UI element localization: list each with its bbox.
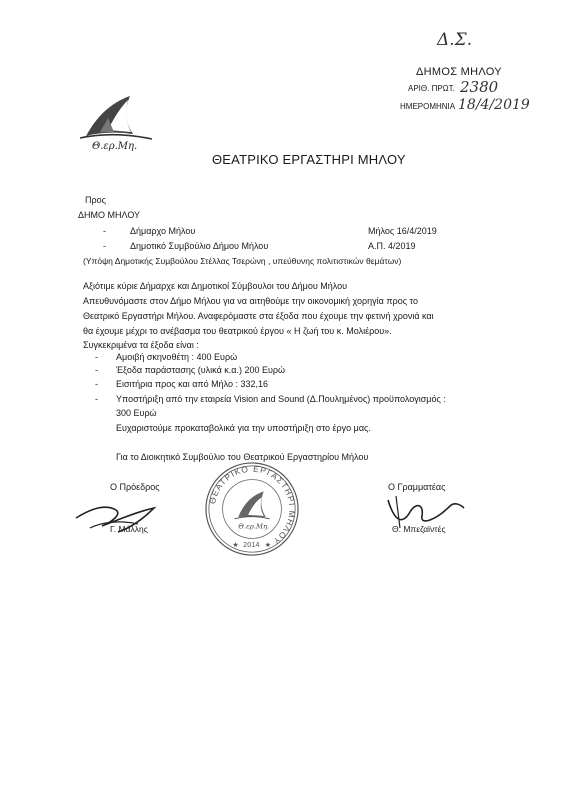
recipient-mayor: Δήμαρχο Μήλου (130, 226, 196, 236)
stamp-protocol-label: ΑΡΙΘ. ΠΡΩΤ. (408, 84, 455, 93)
closing-line: Για το Διοικητικό Συμβούλιο του Θεατρικού Εργαστηρίου Μήλου (116, 452, 369, 462)
body-line: Θεατρικό Εργαστήρι Μήλου. Αναφερόμαστε στα έξοδα που έχουμε την φετινή χρονιά και (83, 311, 434, 321)
recipient-council: Δημοτικό Συμβούλιο Δήμου Μήλου (130, 241, 269, 251)
president-name: Γ. Μάλλης (110, 524, 148, 534)
attention-line: (Υπόψη Δημοτικής Συμβούλου Στέλλας Τσερώνη , υπεύθυνης πολιτιστικών θεμάτων) (83, 256, 402, 266)
stamp-date-label: ΗΜΕΡΟΜΗΝΙΑ (400, 102, 456, 111)
president-title: Ο Πρόεδρος (110, 482, 160, 492)
to-label: Προς (85, 195, 106, 205)
seal-year: 2014 (243, 540, 260, 550)
seal-center-text: Θ.ερ.Μη. (238, 522, 270, 531)
reference-number: Α.Π. 4/2019 (368, 241, 416, 251)
secretary-title: Ο Γραμματέας (388, 482, 446, 492)
thanks-line: Ευχαριστούμε προκαταβολικά για την υποστήριξη στο έργο μας. (116, 423, 371, 433)
place-date: Μήλος 16/4/2019 (368, 226, 437, 236)
expense-bullet: - (95, 352, 98, 362)
stamp-date: 18/4/2019 (458, 97, 530, 113)
expense-item: Υποστήριξη από την εταιρεία Vision and Sound (Δ.Πουλημένος) προϋπολογισμός : (116, 394, 446, 404)
expense-item: Έξοδα παράστασης (υλικά κ.α.) 200 Ευρώ (116, 365, 286, 375)
svg-text:★: ★ (264, 542, 271, 550)
protocol-stamp (398, 66, 538, 116)
body-line: Απευθυνόμαστε στον Δήμο Μήλου για να αιτηθούμε την οικονομική χορηγία προς το (83, 296, 418, 306)
theatre-logo (78, 92, 154, 152)
body-line: θα έχουμε μέχρι το ανέβασμα του θεατρικού έργου « Η ζωή του κ. Μολιέρου». (83, 326, 392, 336)
expense-continuation: 300 Ευρώ (116, 408, 157, 418)
stamp-protocol-number: 2380 (460, 78, 499, 96)
association-seal (203, 460, 301, 558)
expense-item: Αμοιβή σκηνοθέτη : 400 Ευρώ (116, 352, 238, 362)
expense-bullet: - (95, 394, 98, 404)
to-organization: ΔΗΜΟ ΜΗΛΟΥ (78, 210, 141, 220)
expense-item: Εισιτήρια προς και από Μήλο : 332,16 (116, 379, 269, 389)
logo-text: Θ.ερ.Μη. (92, 141, 138, 152)
expense-bullet: - (95, 365, 98, 375)
svg-text:★: ★ (232, 542, 239, 550)
seal-ring-text: ΘΕΑΤΡΙΚΟ ΕΡΓΑΣΤΗΡΙ ΜΗΛΟΥ (207, 463, 298, 547)
stamp-municipality: ΔΗΜΟΣ ΜΗΛΟΥ (416, 66, 502, 78)
document-title: ΘΕΑΤΡΙΚΟ ΕΡΓΑΣΤΗΡΙ ΜΗΛΟΥ (212, 152, 406, 167)
expense-bullet: - (95, 379, 98, 389)
recipient-bullet: - (103, 241, 106, 251)
recipient-bullet: - (103, 226, 106, 236)
corner-handwritten-mark: Δ.Σ. (437, 30, 473, 50)
secretary-name: Θ. Μπεζαϊντές (392, 524, 446, 534)
salutation: Αξιότιμε κύριε Δήμαρχε και Δημοτικοί Σύμβουλοι του Δήμου Μήλου (83, 281, 348, 291)
body-line: Συγκεκριμένα τα έξοδα είναι : (83, 340, 199, 350)
